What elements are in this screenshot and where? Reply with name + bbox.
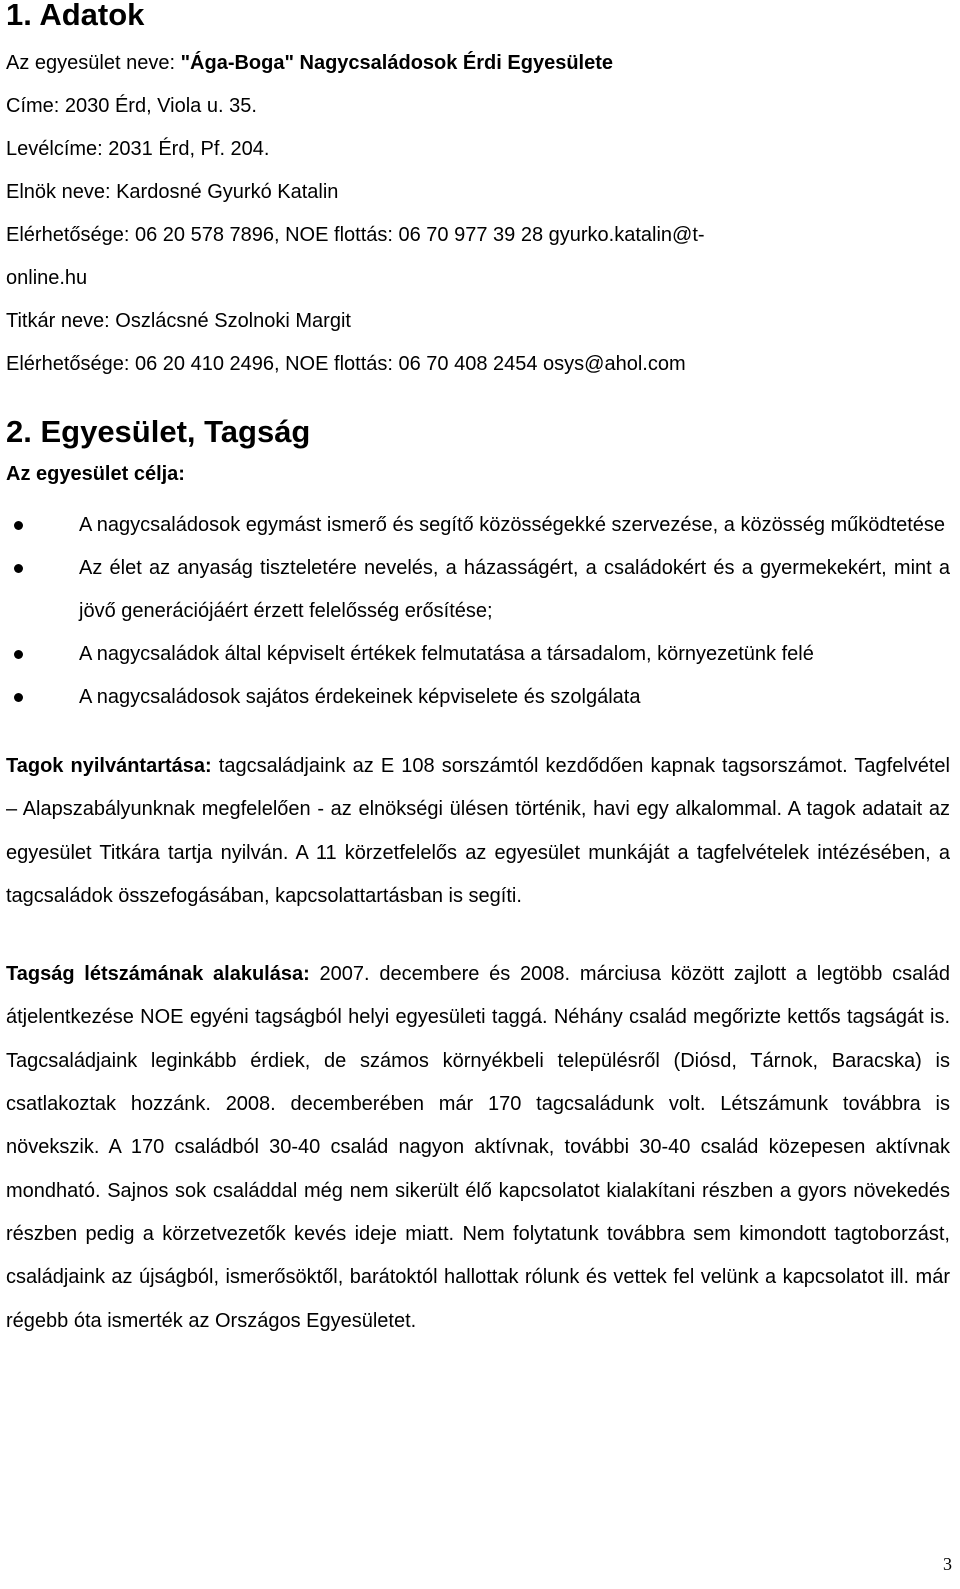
goal-text: A nagycsaládok által képviselt értékek felmutatása a társadalom, környezetünk felé: [79, 643, 814, 665]
bullet-icon: [14, 521, 23, 530]
goal-item: [6, 633, 950, 676]
goal-text: A nagycsaládosok sajátos érdekeinek képviselete és szolgálata: [79, 686, 641, 708]
section-1-title: 1. Adatok: [6, 0, 145, 32]
goal-text: A nagycsaládosok egymást ismerő és segítő közösségekké szervezése, a közösség működtetése: [79, 514, 946, 536]
section-2-title: 2. Egyesület, Tagság: [6, 414, 311, 449]
page-number: 3: [943, 1554, 952, 1574]
president-line: Elnök neve: Kardosné Gyurkó Katalin: [6, 181, 339, 203]
registry-text: tagcsaládjaink az E 108 sorszámtól kezdődően kapnak tagsorszámot. Tagfelvétel – Alapszabályunknak megfelelően - az elnökségi ülésen történik, havi egy alkalommal. A tagok adatait az egyesület Titkára tartja nyilván. A 11 körzetfelelős az egyesület munkáját a tagfelvételek intézésében, a tagcsaládok összefogásában, kapcsolattartásban is segíti.: [6, 755, 951, 907]
mail-address-line: Levélcíme: 2031 Érd, Pf. 204.: [6, 138, 270, 160]
bullet-icon: [14, 564, 23, 573]
president-contact-line-2: online.hu: [6, 267, 88, 289]
address-line: Címe: 2030 Érd, Viola u. 35.: [6, 95, 257, 117]
membership-paragraph: [6, 953, 950, 1343]
registry-paragraph: [6, 745, 950, 918]
membership-label: Tagság létszámának alakulása:: [6, 963, 310, 986]
goals-list: [6, 504, 950, 719]
membership-text: 2007. decembere és 2008. márciusa között zajlott a legtöbb család átjelentkezése NOE egyéni tagságból helyi egyesületi taggá. Néhány család megőrizte kettős tagságát is. Tagcsaládjaink leginkább érdiek, de számos környékbeli településről (Diósd, Tárnok, Baracska) is csatlakoztak hozzánk. 2008. decemberében már 170 tagcsaládunk volt. Létszámunk továbbra is növekszik. A 170 családból 30-40 család nagyon aktívnak, további 30-40 család közepesen aktívnak mondható. Sajnos sok családdal még nem sikerült élő kapcsolatot kialakítani részben a gyors növekedés részben pedig a körzetvezetők kevés ideje miatt. Nem folytatunk továbbra sem kimondott tagtoborzást, családjaink az újságból, ismerősöktől, barátoktól hallottak rólunk és vettek fel velünk a kapcsolatot ill. már régebb óta ismerték az Országos Egyesületet.: [6, 963, 950, 1332]
document-page: [6, 0, 950, 1343]
association-name-label: Az egyesület neve:: [6, 52, 181, 74]
association-name-value: "Ága-Boga" Nagycsaládosok Érdi Egyesülete: [180, 52, 613, 74]
goal-item: [6, 676, 950, 719]
registry-label: Tagok nyilvántartása:: [6, 755, 212, 777]
secretary-line: Titkár neve: Oszlácsné Szolnoki Margit: [6, 310, 351, 332]
bullet-icon: [14, 650, 23, 659]
goals-heading: Az egyesület célja:: [6, 463, 185, 485]
goal-item: [6, 547, 950, 633]
secretary-contact-line: Elérhetősége: 06 20 410 2496, NOE flottás: 06 70 408 2454 osys@ahol.com: [6, 353, 686, 375]
bullet-icon: [14, 693, 23, 702]
goal-item: [6, 504, 950, 547]
president-contact-line-1: Elérhetősége: 06 20 578 7896, NOE flottás: 06 70 977 39 28 gyurko.katalin@t-: [6, 224, 705, 246]
goal-text: Az élet az anyaság tiszteletére nevelés, a házasságért, a családokért és a gyermekekért, mint a jövő generációjáért érzett felelősség erősítése;: [79, 557, 950, 622]
association-name-line: [6, 42, 950, 85]
